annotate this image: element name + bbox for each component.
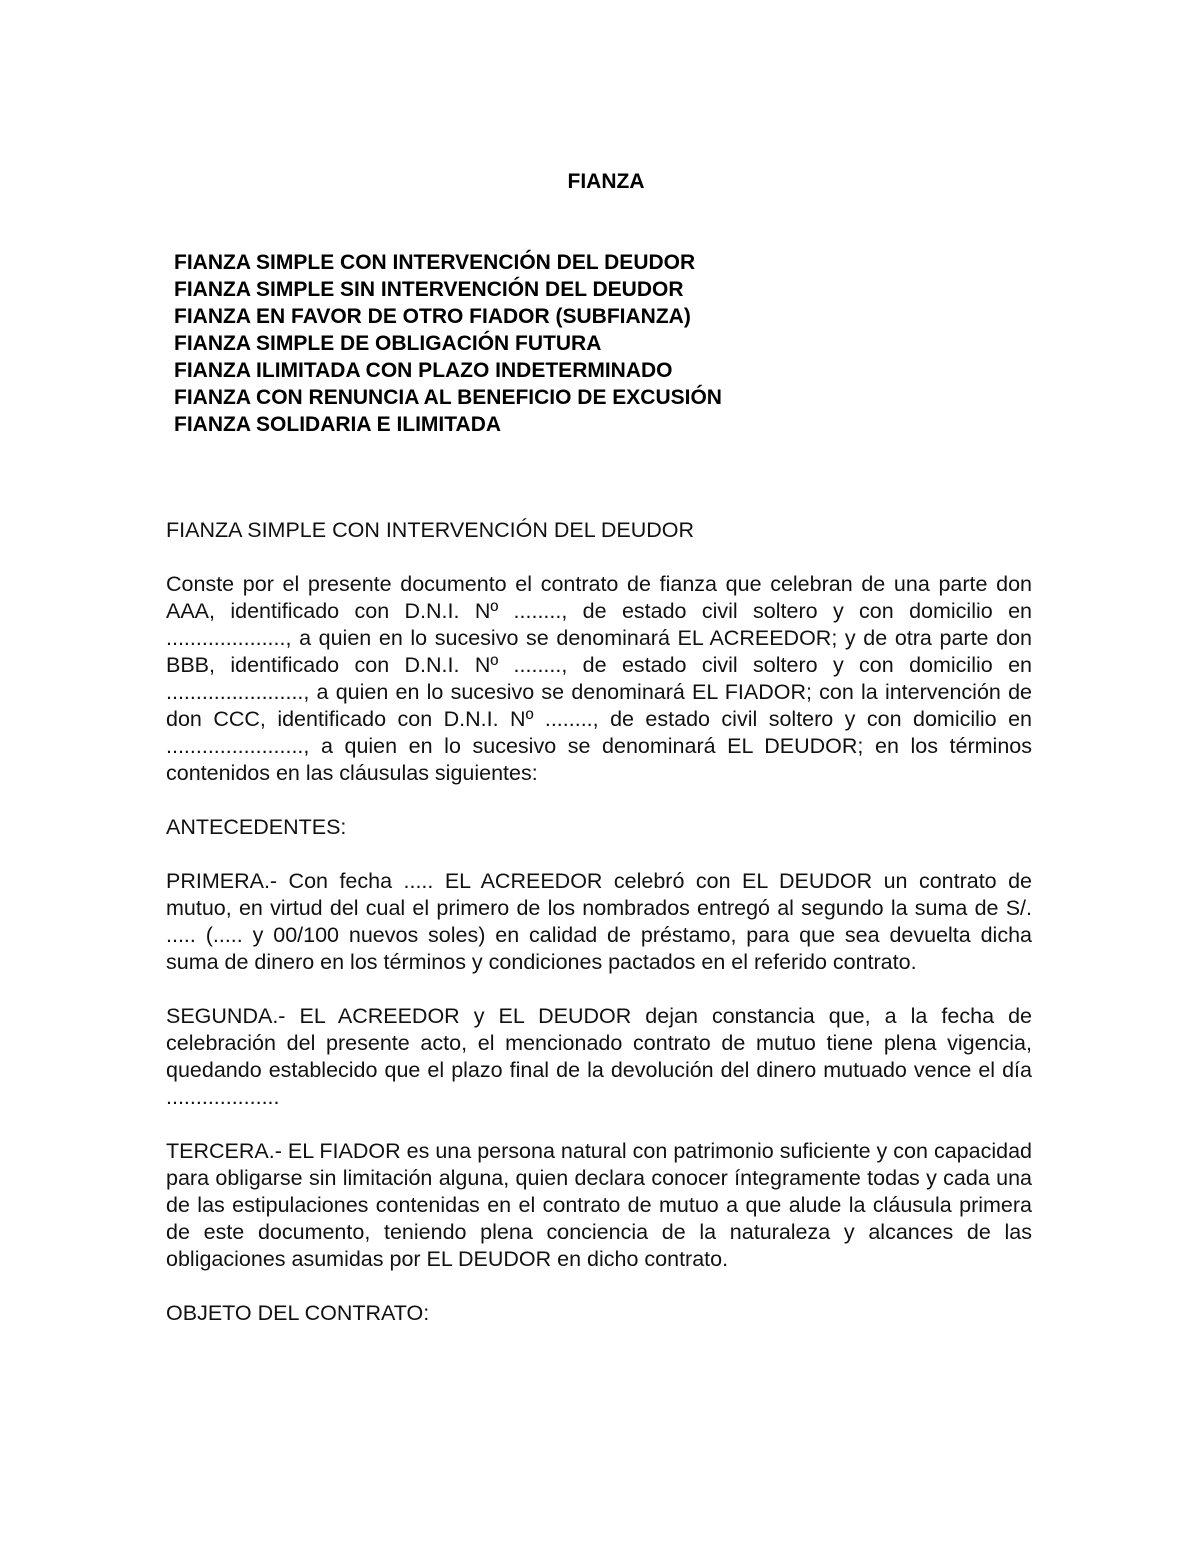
toc-item: FIANZA CON RENUNCIA AL BENEFICIO DE EXCUSIÓN	[174, 386, 722, 409]
intro-paragraph: Conste por el presente documento el contrato de fianza que celebran de una parte don AAA, identificado con D.N.I. Nº ........, de estado civil soltero y con domicilio en ...................., a quien en lo sucesivo se denominará EL ACREEDOR; y de otra parte don BBB, identificado con D.N.I. Nº ........, de estado civil soltero y con domicilio en ......................., a quien en lo sucesivo se denominará EL FIADOR; con la intervención de don CCC, identificado con D.N.I. Nº ........, de estado civil soltero y con domicilio en ......................., a quien en lo sucesivo se denominará EL DEUDOR; en los términos contenidos en las cláusulas siguientes:	[166, 572, 1032, 785]
antecedentes-heading: ANTECEDENTES:	[166, 815, 347, 839]
toc-item: FIANZA SIMPLE CON INTERVENCIÓN DEL DEUDOR	[174, 251, 696, 274]
objeto-heading: OBJETO DEL CONTRATO:	[166, 1301, 430, 1325]
table-of-contents	[174, 249, 722, 438]
clause-segunda: SEGUNDA.- EL ACREEDOR y EL DEUDOR dejan constancia que, a la fecha de celebración del presente acto, el mencionado contrato de mutuo tiene plena vigencia, quedando establecido que el plazo final de la devolución del dinero mutuado vence el día ...................	[166, 1004, 1032, 1109]
clause-primera: PRIMERA.- Con fecha ..... EL ACREEDOR celebró con EL DEUDOR un contrato de mutuo, en virtud del cual el primero de los nombrados entregó al segundo la suma de S/. ..... (..... y 00/100 nuevos soles) en calidad de préstamo, para que sea devuelta dicha suma de dinero en los términos y condiciones pactados en el referido contrato.	[166, 869, 1032, 974]
toc-item: FIANZA SOLIDARIA E ILIMITADA	[174, 413, 502, 436]
clause-tercera: TERCERA.- EL FIADOR es una persona natural con patrimonio suficiente y con capacidad para obligarse sin limitación alguna, quien declara conocer íntegramente todas y cada una de las estipulaciones contenidas en el contrato de mutuo a que alude la cláusula primera de este documento, teniendo plena conciencia de la naturaleza y alcances de las obligaciones asumidas por EL DEUDOR en dicho contrato.	[166, 1139, 1032, 1271]
toc-item: FIANZA SIMPLE SIN INTERVENCIÓN DEL DEUDOR	[174, 278, 684, 301]
section-title: FIANZA SIMPLE CON INTERVENCIÓN DEL DEUDOR	[166, 518, 695, 542]
toc-item: FIANZA SIMPLE DE OBLIGACIÓN FUTURA	[174, 332, 602, 355]
toc-item: FIANZA EN FAVOR DE OTRO FIADOR (SUBFIANZA)	[174, 305, 691, 328]
document-title: FIANZA	[567, 170, 645, 193]
toc-item: FIANZA ILIMITADA CON PLAZO INDETERMINADO	[174, 359, 673, 382]
document-body	[166, 517, 1032, 1354]
